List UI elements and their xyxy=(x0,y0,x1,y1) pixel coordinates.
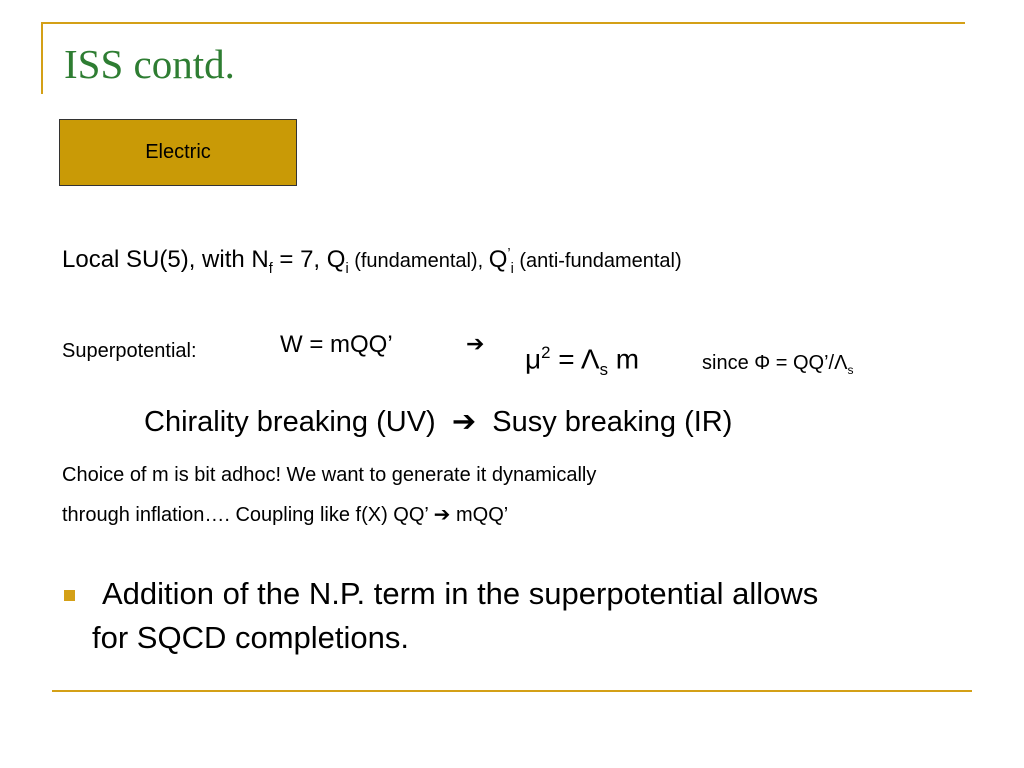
since-text: since Φ = QQ’/Λ xyxy=(702,352,848,374)
chirality-line xyxy=(144,404,732,439)
slide-title: ISS contd. xyxy=(64,41,235,87)
choice-line-2-b: mQQ’ xyxy=(450,504,509,526)
antifundamental-label: (anti-fundamental) xyxy=(513,250,682,272)
qprime: Q xyxy=(488,246,508,273)
arrow-icon: ➔ xyxy=(433,504,451,526)
choice-line-2-a: through inflation…. Coupling like f(X) QQ’ xyxy=(62,504,434,526)
bullet-line-2: for SQCD completions. xyxy=(92,620,409,655)
lambda-sub: s xyxy=(599,359,608,379)
arrow-icon: ➔ xyxy=(466,331,485,356)
mu-sup: 2 xyxy=(541,343,551,362)
bullet-square-icon xyxy=(64,590,75,601)
since-sub: s xyxy=(847,363,854,377)
local-symmetry-line xyxy=(62,246,682,277)
local-prefix: Local SU(5), with N xyxy=(62,246,269,273)
frame-top-line xyxy=(41,22,965,24)
chirality-left: Chirality breaking (UV) xyxy=(144,406,436,438)
superpotential-equation: W = mQQ’ xyxy=(280,331,393,358)
mu-m: m xyxy=(607,343,640,375)
qprime-sup: ’ xyxy=(507,246,511,262)
frame-bottom-line xyxy=(52,690,972,692)
electric-label: Electric xyxy=(145,141,211,163)
superpotential-label: Superpotential: xyxy=(62,340,197,362)
nf-subscript: f xyxy=(268,260,273,277)
choice-line-1: Choice of m is bit adhoc! We want to generate it dynamically xyxy=(62,464,597,486)
arrow-icon: ➔ xyxy=(451,406,477,438)
chirality-right: Susy breaking (IR) xyxy=(492,406,733,438)
frame-vertical-line xyxy=(41,22,43,94)
mu-equation xyxy=(525,343,639,380)
bullet-text xyxy=(92,572,972,660)
qi-subscript: i xyxy=(345,260,349,277)
choice-line-2 xyxy=(62,502,508,527)
electric-box xyxy=(59,119,297,186)
since-note xyxy=(702,352,853,377)
fundamental-label: (fundamental), xyxy=(348,250,489,272)
qprime-sub: i xyxy=(510,260,514,277)
mu-rest: = Λ xyxy=(550,343,600,375)
local-eq: = 7, Q xyxy=(272,246,346,273)
bullet-line-1: Addition of the N.P. term in the superpotential allows xyxy=(102,576,819,611)
mu-symbol: μ xyxy=(525,343,542,375)
